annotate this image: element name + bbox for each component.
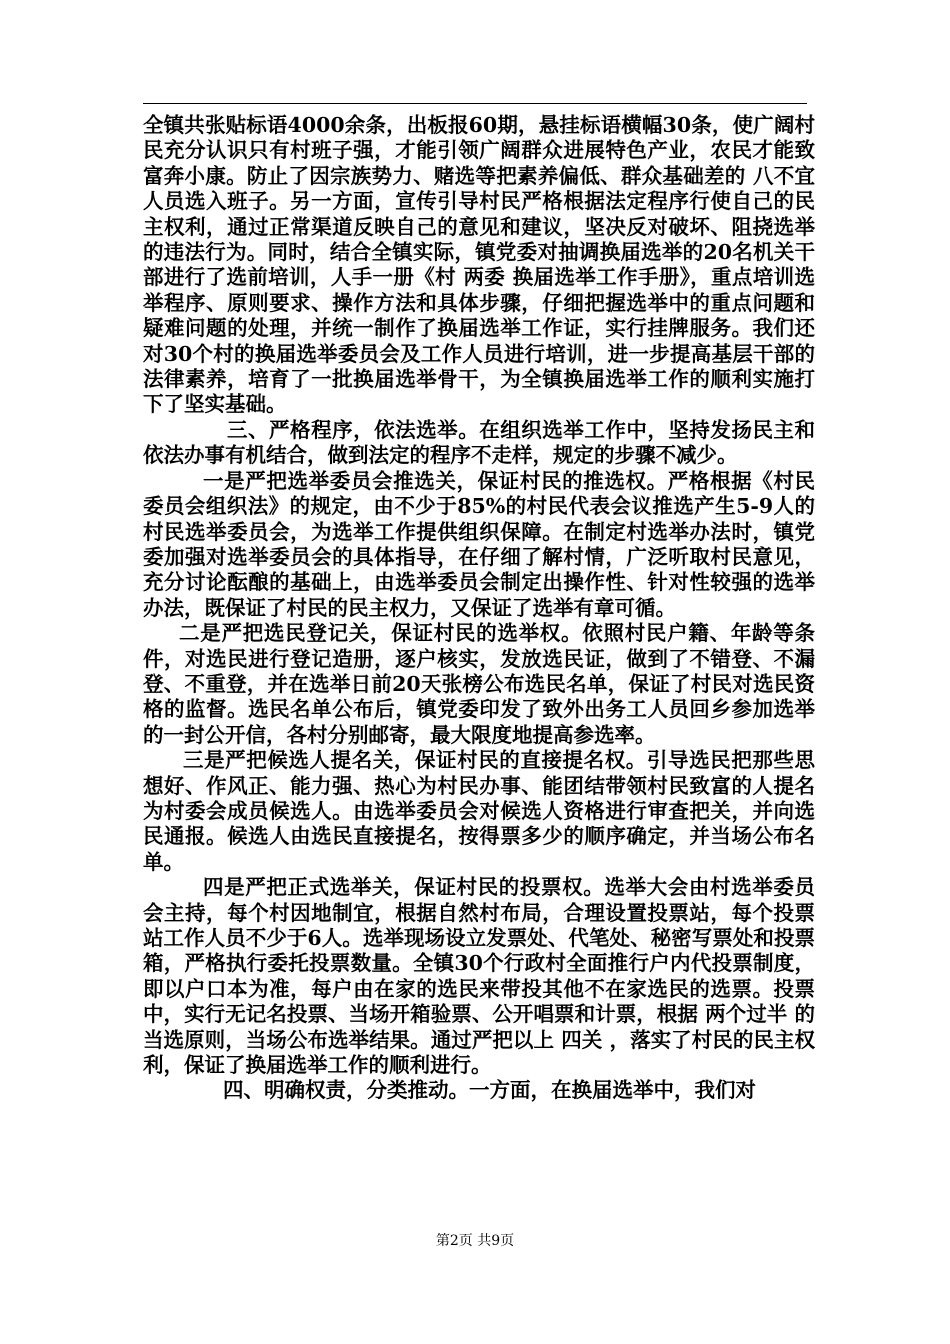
paragraph-voter-registration: 二是严把选民登记关，保证村民的选举权。依照村民户籍、年龄等条件，对选民进行登记造册，逐户核实，发放选民证，做到了不错登、不漏登、不重登，并在选举日前20天张榜公布选民名单，保证了村民对选民资格的监督。选民名单公布后，镇党委印发了致外出务工人员回乡参加选举的一封公开信，各村分别邮寄，最大限度地提高参选率。 bbox=[143, 621, 815, 747]
paragraph-publicity: 全镇共张贴标语4000余条，出板报60期，悬挂标语横幅30条，使广阔村民充分认识只有村班子强，才能引领广阔群众进展特色产业，农民才能致富奔小康。防止了因宗族势力、赌选等把素养偏低、群众基础差的 八不宜 人员选入班子。另一方面，宣传引导村民严格根据法定程序行使自己的民主权利，通过正常渠道反映自己的意见和建议，坚决反对破坏、阻挠选举的违法行为。同时，结合全镇实际，镇党委对抽调换届选举的20名机关干部进行了选前培训，人手一册《村 两委 换届选举工作手册》，重点培训选举程序、原则要求、操作方法和具体步骤，仔细把握选举中的重点问题和疑难问题的处理，并统一制作了换届选举工作证，实行挂牌服务。我们还对30个村的换届选举委员会及工作人员进行培训，进一步提高基层干部的法律素养，培育了一批换届选举骨干，为全镇换届选举工作的顺利实施打下了坚实基础。 bbox=[143, 113, 815, 417]
page-footer: 第2页 共9页 bbox=[435, 1233, 515, 1249]
document-body bbox=[143, 113, 815, 1104]
paragraph-section-four-heading: 四、明确权责，分类推动。一方面，在换届选举中，我们对 bbox=[223, 1078, 756, 1103]
paragraph-section-three-heading: 三、严格程序，依法选举。在组织选举工作中，坚持发扬民主和依法办事有机结合，做到法定的程序不走样，规定的步骤不减少。 bbox=[143, 417, 815, 468]
paragraph-candidate-nomination: 三是严把候选人提名关，保证村民的直接提名权。引导选民把那些思想好、作风正、能力强、热心为村民办事、能团结带领村民致富的人提名为村委会成员候选人。由选举委员会对候选人资格进行审查把关，并向选民通报。候选人由选民直接提名，按得票多少的顺序确定，并当场公布名单。 bbox=[143, 748, 815, 874]
paragraph-election-committee: 一是严把选举委员会推选关，保证村民的推选权。严格根据《村民委员会组织法》的规定，由不少于85%的村民代表会议推选产生5-9人的村民选举委员会，为选举工作提供组织保障。在制定村选举办法时，镇党委加强对选举委员会的具体指导，在仔细了解村情，广泛听取村民意见，充分讨论酝酿的基础上，由选举委员会制定出操作性、针对性较强的选举办法，既保证了村民的民主权力，又保证了选举有章可循。 bbox=[143, 468, 815, 620]
paragraph-formal-election: 四是严把正式选举关，保证村民的投票权。选举大会由村选举委员会主持，每个村因地制宜，根据自然村布局，合理设置投票站，每个投票站工作人员不少于6人。选举现场设立发票处、代笔处、秘密写票处和投票箱，严格执行委托投票数量。全镇30个行政村全面推行户内代投票制度，即以户口本为准，每户由在家的选民来带投其他不在家选民的选票。投票中，实行无记名投票、当场开箱验票、公开唱票和计票，根据 两个过半 的当选原则，当场公布选举结果。通过严把以上 四关 ，落实了村民的民主权利，保证了换届选举工作的顺利进行。 bbox=[143, 875, 815, 1078]
header-rule bbox=[143, 103, 807, 104]
